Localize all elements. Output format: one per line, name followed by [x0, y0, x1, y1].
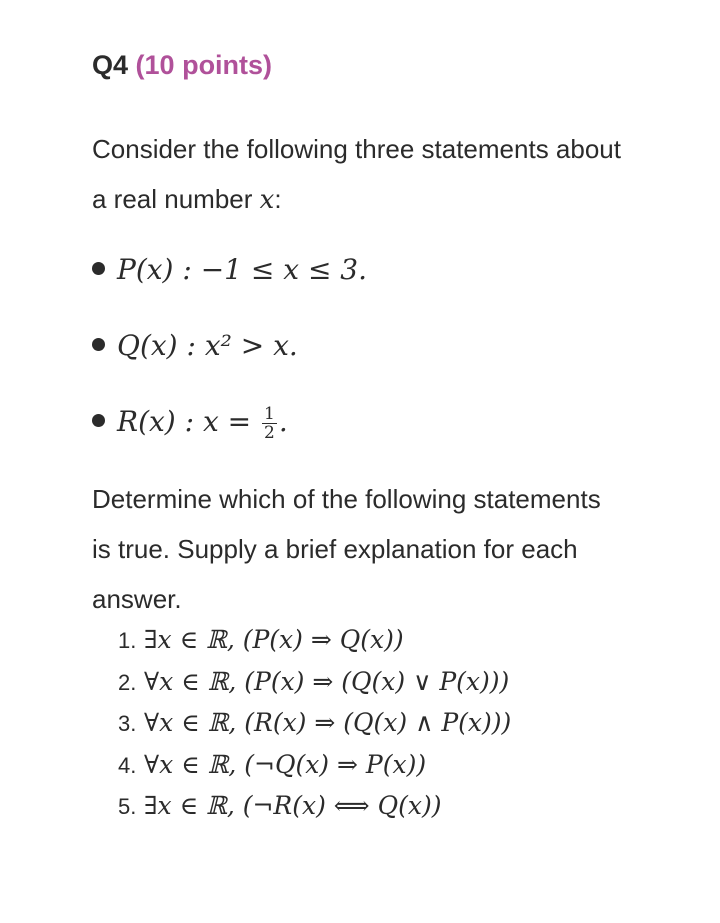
item-number: 3. [118, 711, 137, 736]
bullet-icon [92, 338, 105, 351]
bullet-icon [92, 414, 105, 427]
question-heading [92, 50, 272, 81]
item-number: 4. [118, 752, 137, 778]
question-points: (10 points) [135, 50, 273, 80]
bullet-icon [92, 262, 105, 275]
intro-suffix: : [274, 184, 282, 214]
item-expression: ∃x ∈ ℝ, (¬R(x) ⟺ Q(x)) [144, 791, 442, 820]
list-item [118, 786, 511, 828]
item-expression: ∃x ∈ ℝ, (P(x) ⇒ Q(x)) [144, 625, 404, 654]
statement-q [92, 322, 367, 398]
item-expression: ∀x ∈ ℝ, (P(x) ⇒ (Q(x) ∨ P(x))) [144, 666, 510, 696]
task-paragraph: Determine which of the following statements is true. Supply a brief explanation for each answer. [92, 484, 601, 614]
list-item [118, 745, 511, 787]
statement-r [92, 398, 367, 474]
list-item [118, 620, 511, 662]
intro-variable: x [259, 185, 275, 215]
intro-paragraph [92, 124, 632, 225]
item-expression: ∀x ∈ ℝ, (¬Q(x) ⇒ P(x)) [144, 749, 427, 779]
fraction [262, 405, 277, 442]
statement-r-suffix: . [278, 405, 288, 438]
statement-q-text: Q(x) : x² > x. [117, 329, 298, 362]
statement-p [92, 246, 367, 322]
list-item [118, 703, 511, 745]
fraction-denominator: 2 [264, 423, 275, 443]
fraction-numerator: 1 [264, 404, 275, 424]
question-number: Q4 [92, 50, 129, 80]
item-list [118, 620, 511, 828]
statement-r-text: R(x) : x = [117, 405, 261, 438]
intro-text: Consider the following three statements about a real number [92, 134, 621, 214]
item-number: 1. [118, 628, 137, 653]
item-number: 2. [118, 669, 137, 695]
statement-list [92, 246, 367, 474]
list-item [118, 662, 511, 704]
item-number: 5. [118, 794, 137, 819]
item-expression: ∀x ∈ ℝ, (R(x) ⇒ (Q(x) ∧ P(x))) [144, 708, 512, 737]
statement-p-text: P(x) : −1 ≤ x ≤ 3. [117, 253, 368, 286]
